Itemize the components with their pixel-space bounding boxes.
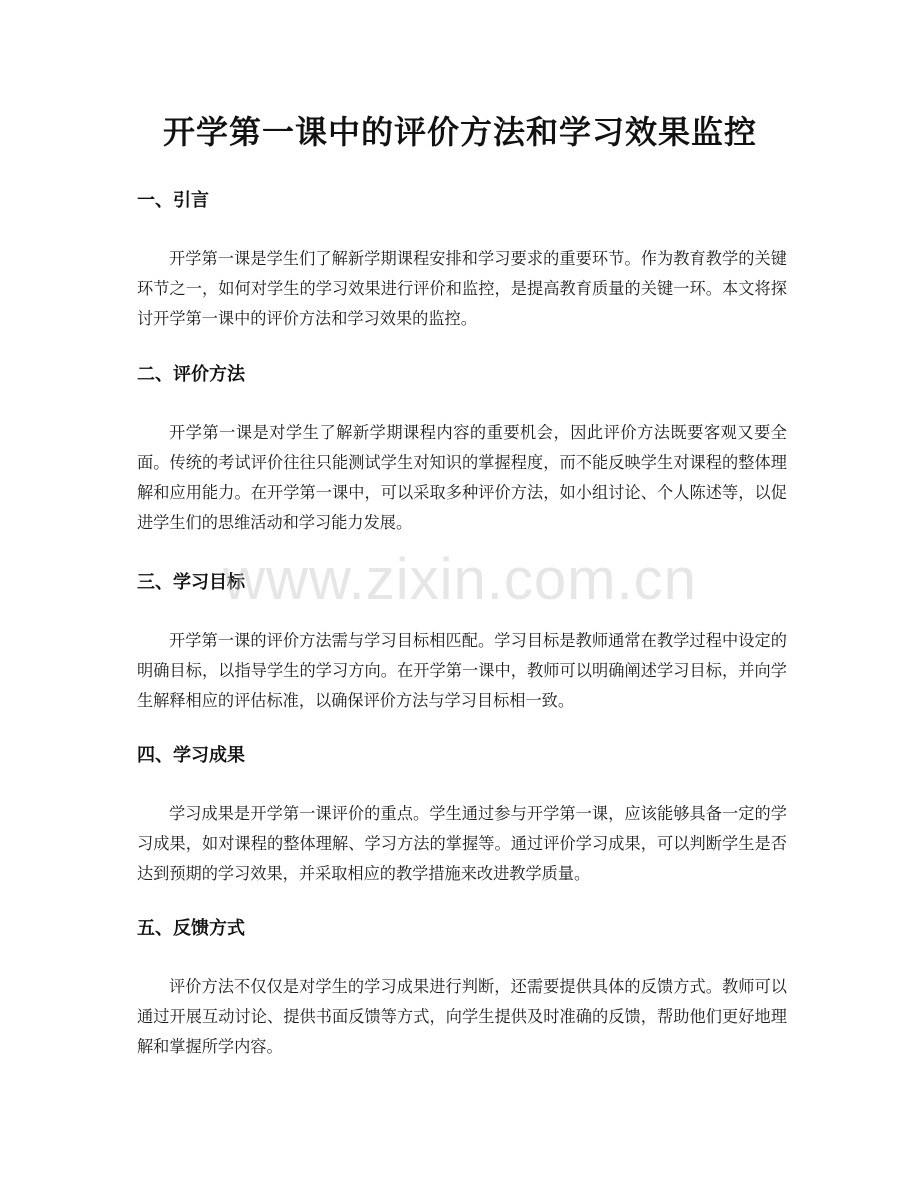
section-paragraph: 开学第一课的评价方法需与学习目标相匹配。学习目标是教师通常在教学过程中设定的明确目标，以指导学生的学习方向。在开学第一课中，教师可以明确阐述学习目标，并向学生解释相应的评估标准，以确保评价方法与学习目标相一致。 bbox=[137, 631, 787, 710]
document-title: 开学第一课中的评价方法和学习效果监控 bbox=[162, 113, 757, 151]
section-learning-outcomes bbox=[137, 743, 787, 889]
section-paragraph: 学习成果是开学第一课评价的重点。学生通过参与开学第一课，应该能够具备一定的学习成果，如对课程的整体理解、学习方法的掌握等。通过评价学习成果，可以判断学生是否达到预期的学习效果，并采取相应的教学措施来改进教学质量。 bbox=[137, 804, 787, 883]
watermark: www.zixin.com.cn bbox=[223, 547, 697, 612]
section-heading: 四、学习成果 bbox=[137, 745, 245, 766]
section-heading: 二、评价方法 bbox=[137, 364, 245, 385]
section-paragraph: 评价方法不仅仅是对学生的学习成果进行判断，还需要提供具体的反馈方式。教师可以通过开展互动讨论、提供书面反馈等方式，向学生提供及时准确的反馈，帮助他们更好地理解和掌握所学内容。 bbox=[137, 977, 787, 1056]
section-paragraph: 开学第一课是对学生了解新学期课程内容的重要机会，因此评价方法既要客观又要全面。传统的考试评价往往只能测试学生对知识的掌握程度，而不能反映学生对课程的整体理解和应用能力。在开学第一课中，可以采取多种评价方法，如小组讨论、个人陈述等，以促进学生们的思维活动和学习能力发展。 bbox=[137, 423, 787, 532]
section-heading: 三、学习目标 bbox=[137, 572, 245, 593]
section-heading: 五、反馈方式 bbox=[137, 918, 245, 939]
section-evaluation-methods bbox=[137, 362, 787, 538]
section-paragraph: 开学第一课是学生们了解新学期课程安排和学习要求的重要环节。作为教育教学的关键环节之一，如何对学生的学习效果进行评价和监控，是提高教育质量的关键一环。本文将探讨开学第一课中的评价方法和学习效果的监控。 bbox=[137, 249, 787, 328]
section-heading: 一、引言 bbox=[137, 190, 209, 211]
section-introduction bbox=[137, 188, 787, 334]
section-learning-objectives bbox=[137, 570, 787, 716]
section-feedback-methods bbox=[137, 916, 787, 1062]
